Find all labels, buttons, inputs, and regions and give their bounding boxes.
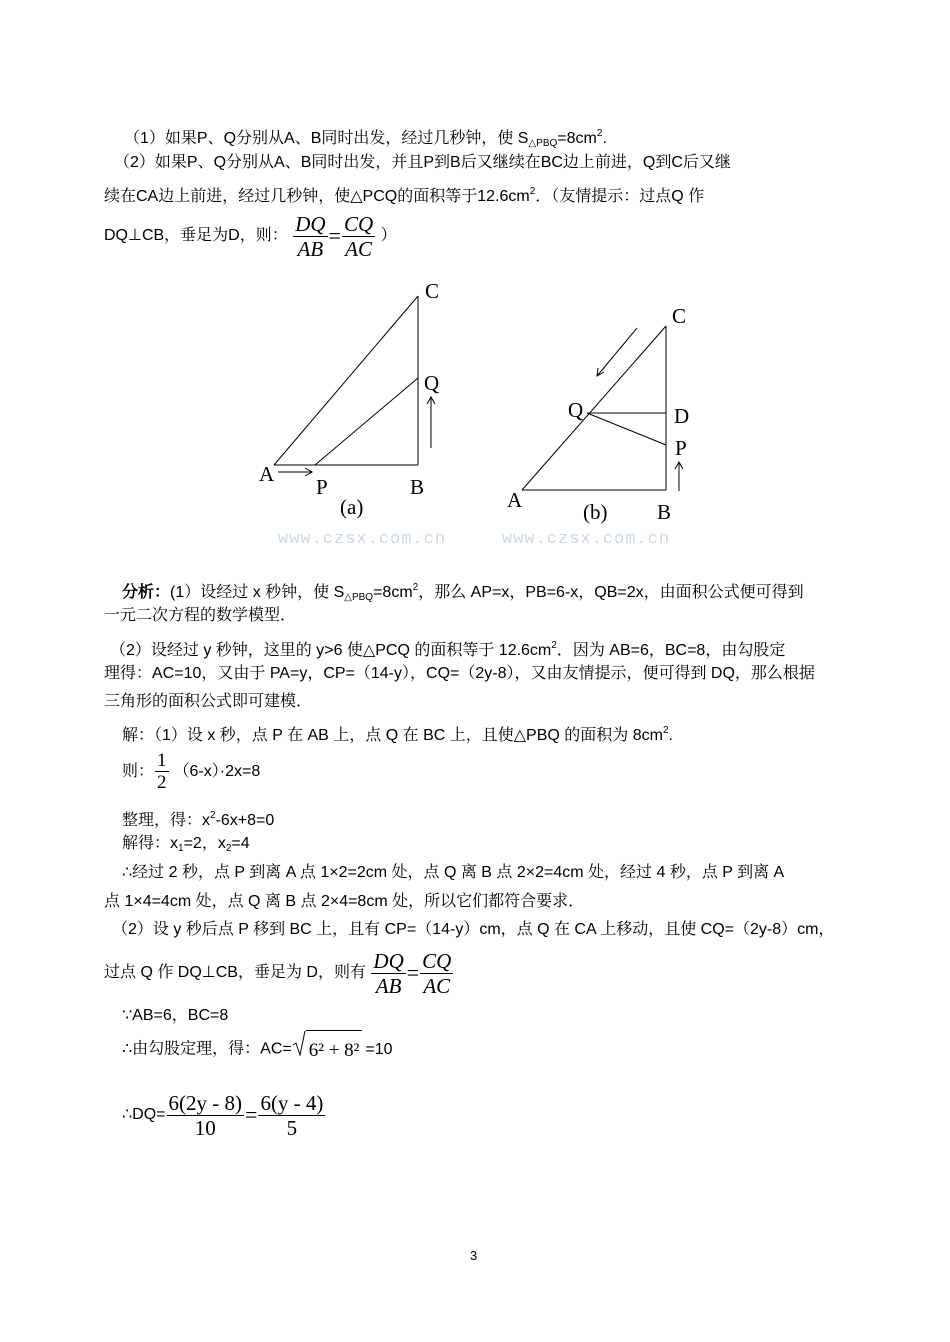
fig-b-label-p: P — [675, 436, 687, 460]
solution-s2-line1: （2）设 y 秒后点 P 移到 BC 上，且有 CP=（14-y）cm，点 Q 在 CA 上移动，且使 CQ=（2y-8）cm， — [112, 921, 835, 938]
fig-a-caption: (a) — [340, 495, 364, 519]
solution-because: ∵AB=6，BC=8 — [122, 1007, 229, 1024]
analysis-p2-line1: （2）设经过 y 秒钟，这里的 y>6 使△PCQ 的面积等于 $12.6cm^2$．因为 AB=6，BC=8，由勾股定 — [110, 640, 786, 659]
sqrt-expression: 6² + 8² — [292, 1030, 363, 1069]
problem-q1: （1）如果P、Q分别从A、B同时出发，经过几秒钟，使 $S_{\triangle PBQ}=8cm^2$. — [124, 128, 607, 149]
solution-s2-line2: 过点 Q 作 DQ⊥CB，垂足为 D，则有 $\frac{DQ}{AB}$ = $\frac{CQ}{AC}$ — [104, 948, 452, 998]
figure-b-lines — [522, 326, 683, 491]
hint-fraction-dq-ab: $\frac{DQ}{AB}$ — [295, 211, 326, 261]
fig-a-label-c: C — [425, 279, 440, 303]
solution-s1: 解：（1）设 x 秒，点 P 在 AB 上，点 Q 在 BC 上，且使△PBQ 的面积为 $8cm^2$. — [122, 725, 673, 744]
watermark-right: www.czsx.com.cn — [502, 530, 671, 549]
analysis-p2-line3: 三角形的面积公式即可建模． — [104, 693, 313, 710]
dq-fraction-1: $\frac{6(2y - 8)}{10}$ — [168, 1090, 243, 1140]
fig-a-label-b: B — [410, 475, 425, 499]
solution-dq: ∴DQ= $\frac{6(2y - 8)}{10}$ = $\frac{6(y - 4)}{5}$ — [122, 1090, 324, 1140]
analysis-p2-line2: 理得：AC=10，又由于 PA=y，CP=（14-y），CQ=（2y-8），又由友情提示，便可得到 DQ，那么根据 — [104, 665, 815, 682]
fig-a-label-a: A — [259, 462, 275, 486]
hint-fraction-cq-ac: $\frac{CQ}{AC}$ — [343, 211, 374, 261]
analysis-p1-line1: 分析：(1）设经过 x 秒钟，使 $S_{\triangle PBQ}=8cm^2$，那么 AP=x，PB=6-x，QB=2x，由面积公式便可得到 — [122, 582, 804, 603]
analysis-p1-line2: 一元二次方程的数学模型． — [104, 607, 297, 624]
page-number: 3 — [470, 1248, 478, 1263]
figure-a-lines — [274, 296, 435, 476]
solution-conclusion-line1: ∴经过 2 秒，点 P 到离 A 点 1×2=2cm 处，点 Q 离 B 点 2×2=4cm 处，经过 4 秒，点 P 到离 A — [122, 864, 785, 881]
solution-pythagoras: ∴由勾股定理，得：AC= 6² + 8² =10 — [122, 1030, 393, 1069]
problem-q2-line2: 续在CA边上前进，经过几秒钟，使△PCQ的面积等于$12.6cm^2$．（友情提示：过点Q 作 — [104, 186, 705, 205]
fig-a-label-p: P — [316, 475, 328, 499]
solution-conclusion-line2: 点 1×4=4cm 处，点 Q 离 B 点 2×4=8cm 处，所以它们都符合要求． — [104, 893, 585, 910]
fig-b-label-d: D — [674, 404, 690, 428]
fig-a-label-q: Q — [424, 371, 440, 395]
fig-b-label-b: B — [657, 500, 672, 524]
half-fraction: $\frac{1}{2}$ — [157, 750, 167, 794]
fig-b-label-c: C — [672, 304, 687, 328]
solution-arrange: 整理，得：$x^2-6x+8=0$ — [122, 810, 275, 829]
solution-then: 则： $\frac{1}{2}$ （6-x）·2x=8 — [122, 750, 261, 794]
problem-q2-line1: （2）如果P、Q分别从A、B同时出发，并且P到B后又继续在BC边上前进，Q到C后又继 — [114, 154, 731, 171]
solution-solve: 解得：$x_1=2$，$x_2=4$ — [122, 835, 250, 854]
fig-b-label-q: Q — [568, 398, 584, 422]
fig-b-caption: (b) — [583, 500, 608, 524]
watermark-left: www.czsx.com.cn — [278, 530, 447, 549]
relation-fraction-cq-ac: $\frac{CQ}{AC}$ — [422, 948, 452, 998]
fig-b-label-a: A — [507, 488, 523, 512]
problem-q2-line3: DQ⊥CB，垂足为D，则： $\frac{DQ}{AB}$ = $\frac{CQ}{AC}$ ） — [104, 211, 397, 261]
figure-diagrams — [0, 260, 950, 560]
relation-fraction-dq-ab: $\frac{DQ}{AB}$ — [373, 948, 404, 998]
dq-fraction-2: $\frac{6(y - 4)}{5}$ — [260, 1090, 324, 1140]
